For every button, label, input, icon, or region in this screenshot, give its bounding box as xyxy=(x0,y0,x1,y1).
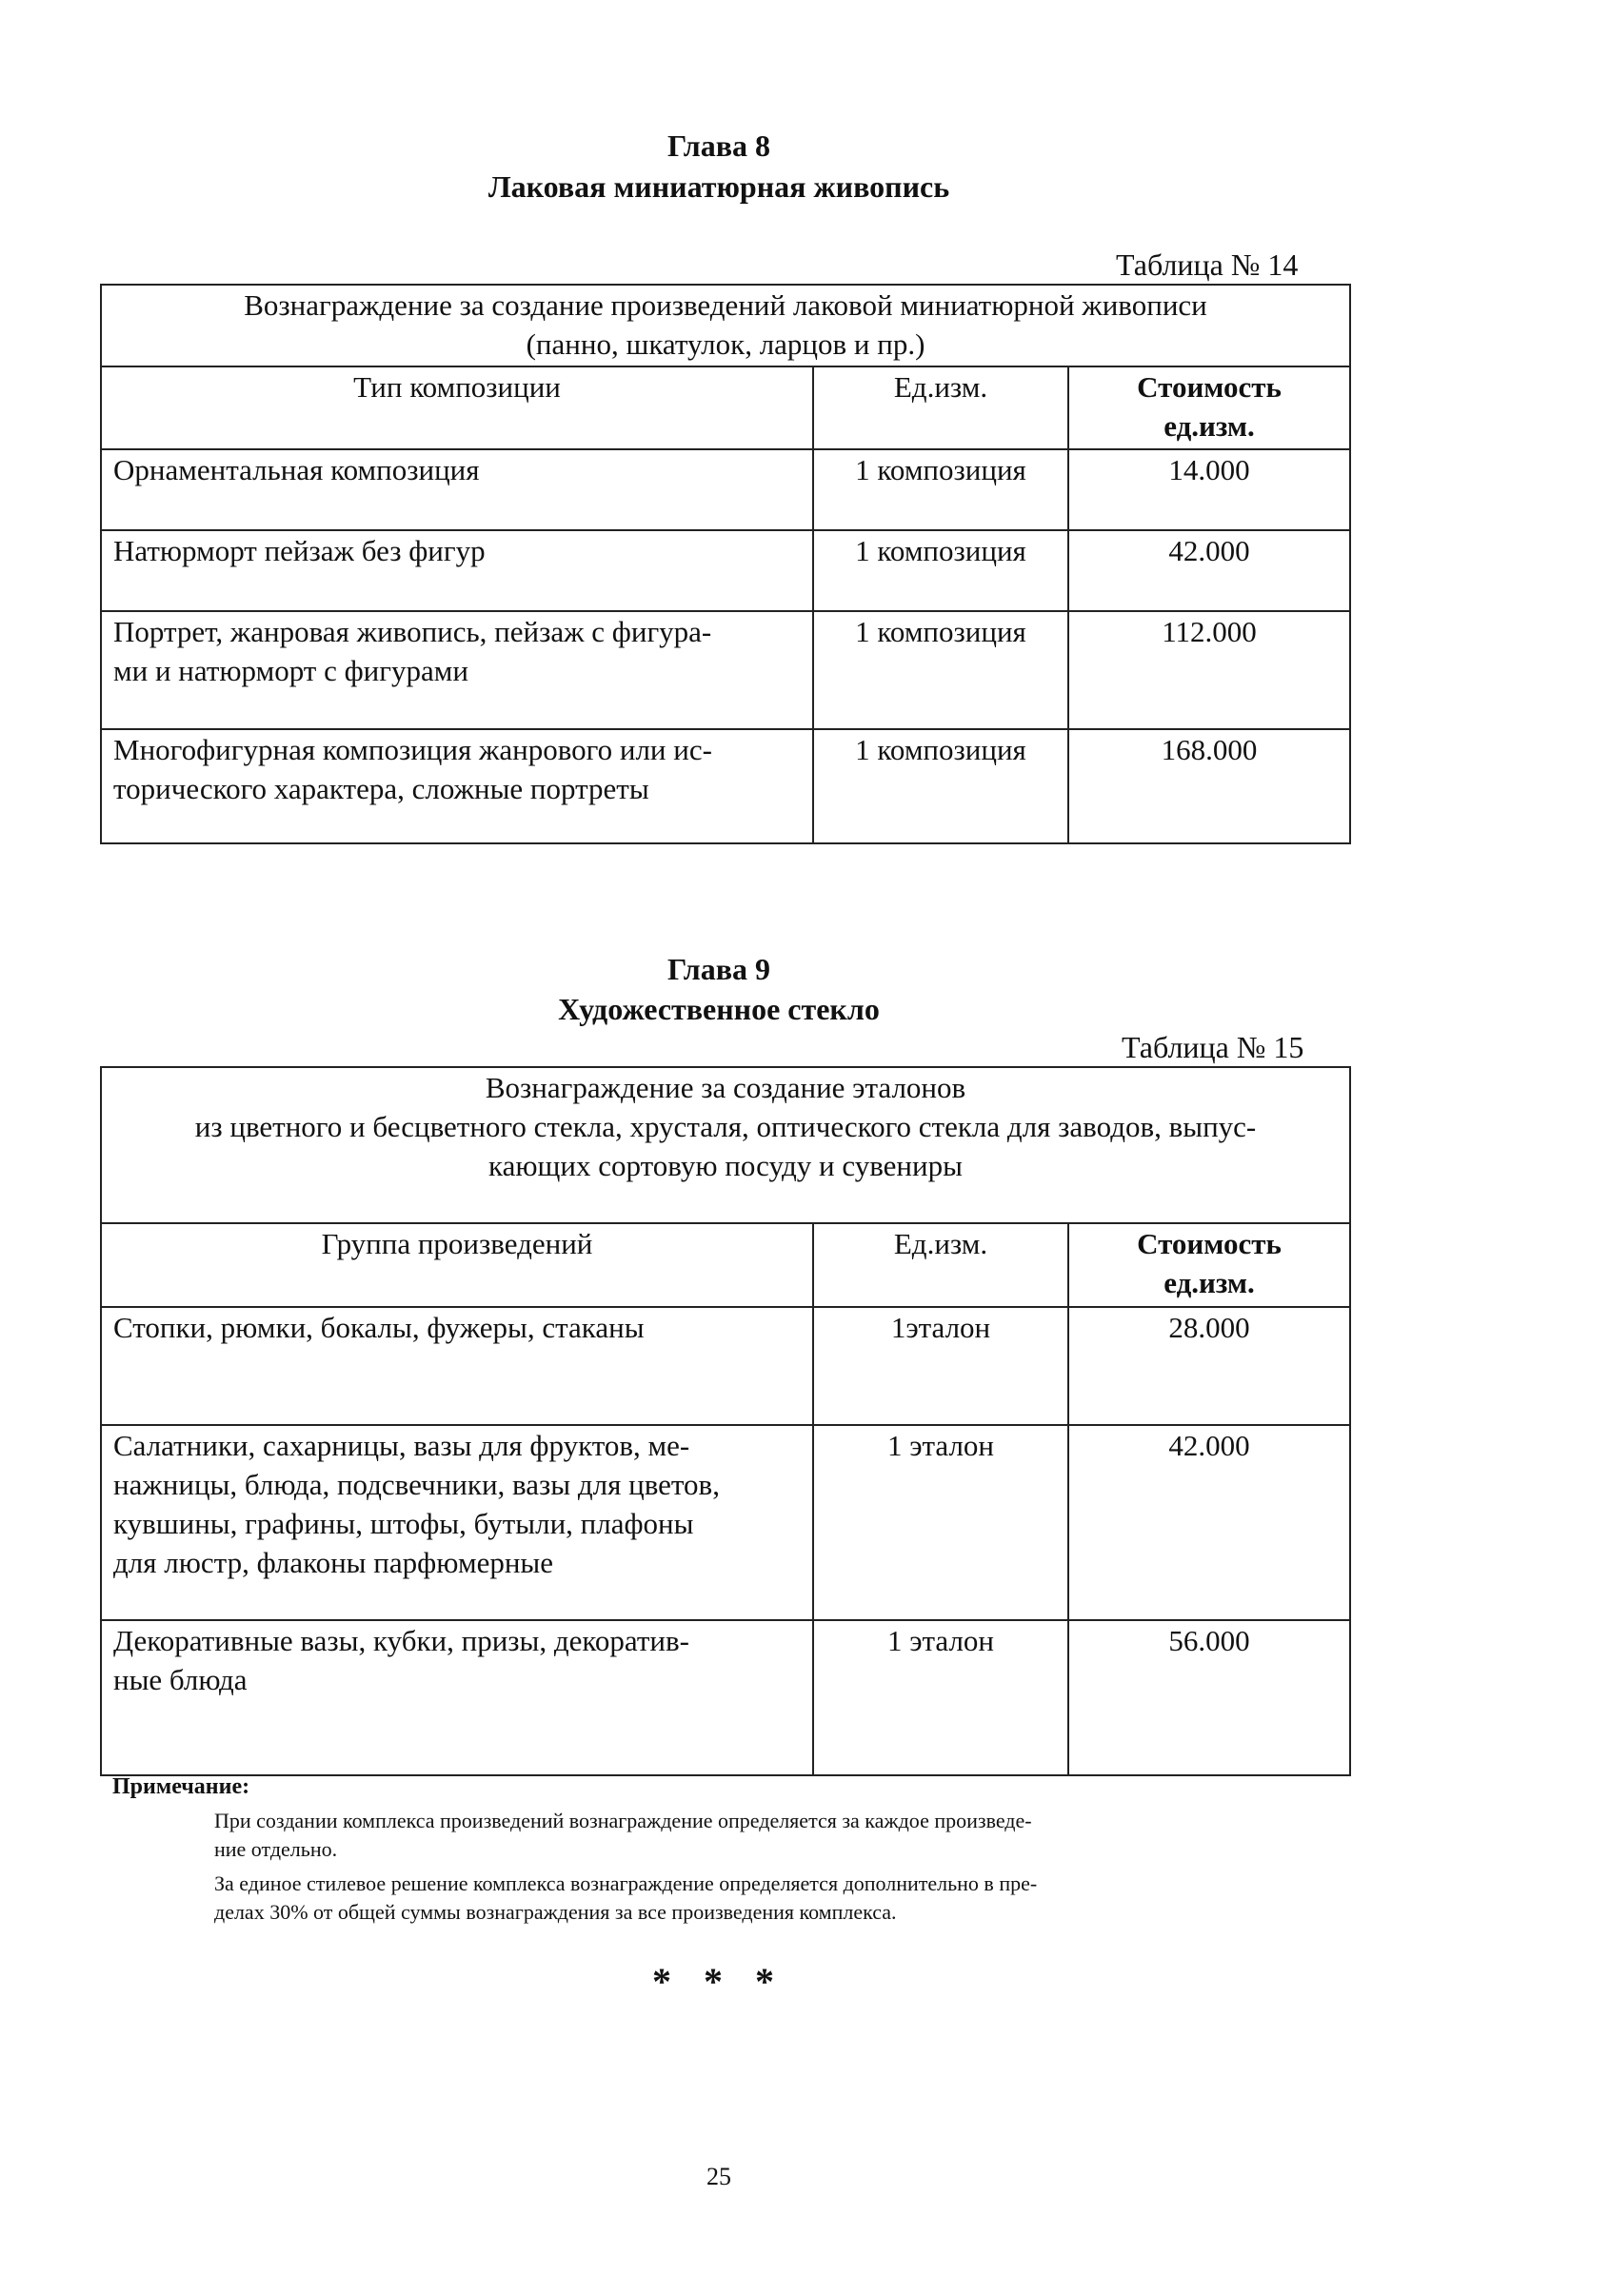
chapter-8-number: Глава 8 xyxy=(667,129,770,163)
row-unit: 1 композиция xyxy=(813,449,1068,530)
table-14-header-price-line2: ед.изм. xyxy=(1164,409,1255,443)
table-row xyxy=(101,1620,1350,1775)
chapter-9-number: Глава 9 xyxy=(667,952,770,986)
row-name-line: Портрет, жанровая живопись, пейзаж с фигура- xyxy=(113,615,712,648)
chapter-8-title: Лаковая миниатюрная живопись xyxy=(487,169,950,204)
table-15-caption xyxy=(101,1067,1350,1223)
table-15-header-unit: Ед.изм. xyxy=(813,1223,1068,1307)
row-price: 112.000 xyxy=(1068,611,1350,729)
row-name: Натюрморт пейзаж без фигур xyxy=(101,530,813,611)
row-name-line: ные блюда xyxy=(113,1663,248,1696)
table-row xyxy=(101,611,1350,729)
chapter-9-title: Художественное стекло xyxy=(558,992,880,1026)
table-14-caption-line2: (панно, шкатулок, ларцов и пр.) xyxy=(526,327,925,361)
row-name-line: Декоративные вазы, кубки, призы, декоратив- xyxy=(113,1624,689,1657)
table-15-caption-line2: из цветного и бесцветного стекла, хрусталя, оптического стекла для заводов, выпус- xyxy=(194,1110,1257,1143)
row-name xyxy=(101,729,813,843)
row-price: 56.000 xyxy=(1068,1620,1350,1775)
note-line-1: При создании комплекса произведений вознаграждение определяется за каждое произведе- xyxy=(214,1809,1032,1832)
table-row xyxy=(101,530,1350,611)
row-name-line: Многофигурная композиция жанрового или ис- xyxy=(113,733,712,766)
row-name-line: ми и натюрморт с фигурами xyxy=(113,654,468,687)
row-name-line: для люстр, флаконы парфюмерные xyxy=(113,1546,554,1579)
table-14-caption-line1: Вознаграждение за создание произведений лаковой миниатюрной живописи xyxy=(244,288,1207,322)
row-price: 28.000 xyxy=(1068,1307,1350,1425)
row-price: 42.000 xyxy=(1068,1425,1350,1620)
note-line-3: За единое стилевое решение комплекса вознаграждение определяется дополнительно в пре- xyxy=(214,1871,1038,1895)
table-15-caption-line3: кающих сортовую посуду и сувениры xyxy=(488,1149,963,1182)
row-name: Стопки, рюмки, бокалы, фужеры, стаканы xyxy=(101,1307,813,1425)
table-14-header-unit: Ед.изм. xyxy=(813,366,1068,449)
row-unit: 1 композиция xyxy=(813,729,1068,843)
row-name-line: торического характера, сложные портреты xyxy=(113,772,649,805)
table-15-header-price xyxy=(1068,1223,1350,1307)
row-name xyxy=(101,1620,813,1775)
section-separator: * * * xyxy=(652,1960,786,2003)
note-line-4: делах 30% от общей суммы вознаграждения за все произведения комплекса. xyxy=(214,1900,897,1924)
table-14 xyxy=(100,284,1351,844)
row-name-line: Салатники, сахарницы, вазы для фруктов, ме- xyxy=(113,1429,690,1462)
row-price: 168.000 xyxy=(1068,729,1350,843)
page-number: 25 xyxy=(706,2163,731,2190)
table-row xyxy=(101,729,1350,843)
note-line-2: ние отдельно. xyxy=(214,1837,338,1861)
table-15-header-price-line2: ед.изм. xyxy=(1164,1266,1255,1299)
row-unit: 1 эталон xyxy=(813,1620,1068,1775)
table-15-caption-line1: Вознаграждение за создание эталонов xyxy=(485,1071,966,1104)
row-name: Орнаментальная композиция xyxy=(101,449,813,530)
table-15-header-price-line1: Стоимость xyxy=(1137,1227,1282,1260)
table-15-header-type: Группа произведений xyxy=(101,1223,813,1307)
table-14-header-price xyxy=(1068,366,1350,449)
table-row xyxy=(101,449,1350,530)
table-15-label: Таблица № 15 xyxy=(1122,1030,1304,1064)
table-15 xyxy=(100,1066,1351,1776)
row-unit: 1 композиция xyxy=(813,530,1068,611)
table-row xyxy=(101,1425,1350,1620)
table-14-header-type: Тип композиции xyxy=(101,366,813,449)
row-name xyxy=(101,1425,813,1620)
row-name-line: нажницы, блюда, подсвечники, вазы для цветов, xyxy=(113,1468,720,1501)
table-14-label: Таблица № 14 xyxy=(1116,247,1299,282)
row-name-line: кувшины, графины, штофы, бутыли, плафоны xyxy=(113,1507,694,1540)
table-14-header-price-line1: Стоимость xyxy=(1137,370,1282,404)
row-unit: 1 эталон xyxy=(813,1425,1068,1620)
note-heading: Примечание: xyxy=(112,1774,250,1799)
row-unit: 1 композиция xyxy=(813,611,1068,729)
row-price: 42.000 xyxy=(1068,530,1350,611)
table-14-caption xyxy=(101,285,1350,366)
row-price: 14.000 xyxy=(1068,449,1350,530)
row-unit: 1эталон xyxy=(813,1307,1068,1425)
row-name xyxy=(101,611,813,729)
table-row xyxy=(101,1307,1350,1425)
